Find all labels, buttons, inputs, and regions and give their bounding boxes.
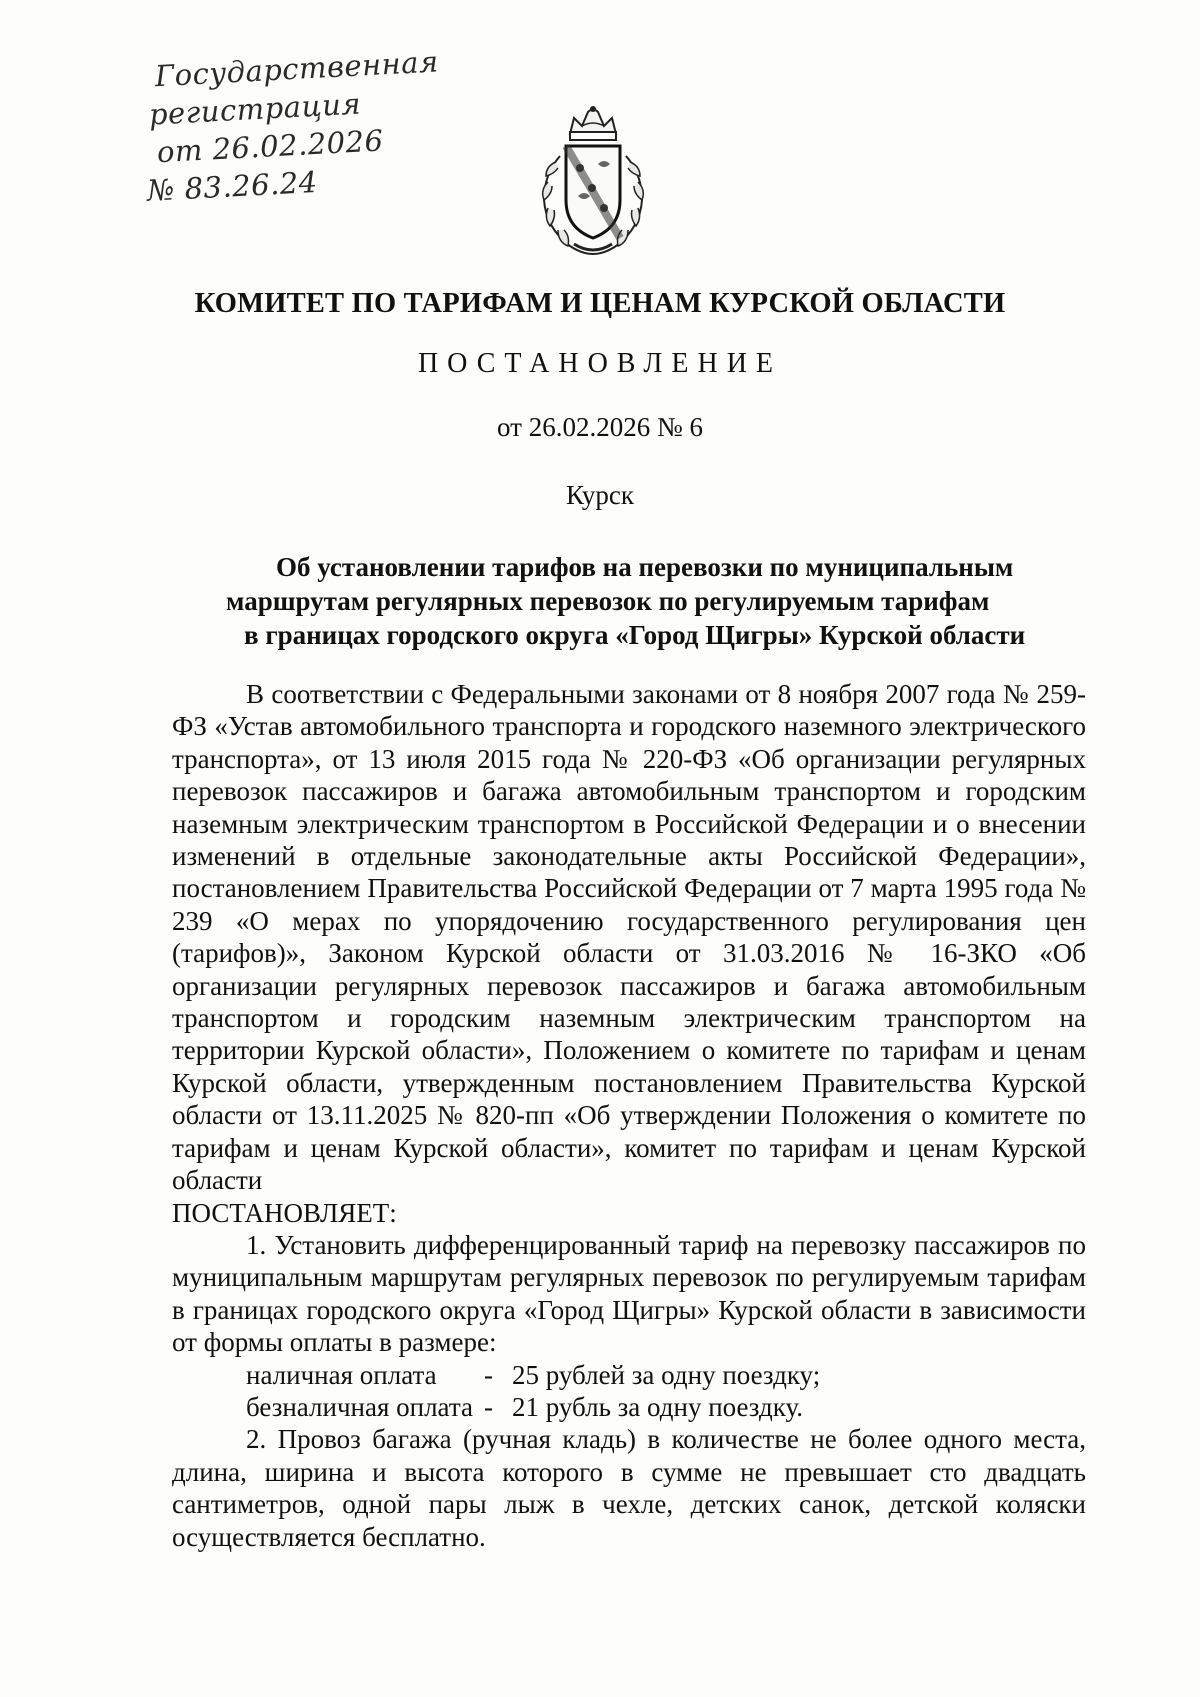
coat-of-arms-icon xyxy=(530,104,656,260)
tariff-value: 21 рубль за одну поездку. xyxy=(512,1391,803,1422)
registration-note-line: № 83.26.24 xyxy=(146,164,319,208)
preamble-text: В соответствии с Федеральными законами от 8 ноября 2007 года № 259-ФЗ «Устав автомобильного транспорта и городского наземного электрического транспорта», от 13 июля 2015 года № 220-ФЗ «Об организации регулярных перевозок пассажиров и багажа автомобильным транспортом и городским наземным электрическим транспортом в Российской Федерации и о внесении изменений в отдельные законодательные акты Российской Федерации», постановлением Правительства Российской Федерации от 7 марта 1995 года № 239 «О мерах по упорядочению государственного регулирования цен (тарифов)», Законом Курской области от 31.03.2016 № 16-ЗКО «Об организации регулярных перевозок пассажиров и багажа автомобильным транспортом и городским наземным электрическим транспортом на территории Курской области», Положением о комитете по тарифам и ценам Курской области, утвержденным постановлением Правительства Курской области от 13.11.2025 № 820-пп «Об утверждении Положения о комитете по тарифам и ценам Курской области», комитет по тарифам и ценам Курской области xyxy=(172,679,1086,1196)
registration-note xyxy=(140,42,448,209)
item-1-paragraph: 1. Установить дифференцированный тариф на перевозку пассажиров по муниципальным маршрутам регулярных перевозок по регулируемым тарифам в границах городского округа «Город Щигры» Курской области в зависимости от формы оплаты в размере: xyxy=(172,1229,1086,1358)
tariff-cashless xyxy=(172,1391,1086,1423)
registration-note-line: Государственная xyxy=(154,44,440,94)
tariff-label: безналичная оплата xyxy=(246,1391,473,1422)
subject-line: Об установлении тарифов на перевозки по муниципальным xyxy=(276,552,1014,582)
registration-note-line: от 26.02.2026 xyxy=(156,123,385,170)
organization-title: КОМИТЕТ ПО ТАРИФАМ И ЦЕНАМ КУРСКОЙ ОБЛАСТИ xyxy=(194,288,1006,319)
tariff-dash: - xyxy=(484,1359,493,1390)
subject-line: в границах городского округа «Город Щигры» Курской области xyxy=(244,620,1026,650)
decree-word: ПОСТАНОВЛЯЕТ: xyxy=(172,1197,397,1228)
subject-line: маршрутам регулярных перевозок по регулируемым тарифам xyxy=(226,586,990,616)
tariff-cash xyxy=(172,1359,1086,1391)
tariff-dash: - xyxy=(484,1391,493,1422)
item-2-paragraph: 2. Провоз багажа (ручная кладь) в количестве не более одного места, длина, ширина и высота которого в сумме не превышает сто двадцать сантиметров, одной пары лыж в чехле, детских санок, детской коляски осуществляется бесплатно. xyxy=(172,1424,1086,1552)
document-body xyxy=(172,678,1086,1553)
tariff-label: наличная оплата xyxy=(246,1359,437,1390)
document-type: ПОСТАНОВЛЕНИЕ xyxy=(417,348,783,379)
document-date-number: от 26.02.2026 № 6 xyxy=(497,412,703,442)
document-subject xyxy=(172,550,1052,652)
registration-note-line: регистрация xyxy=(148,86,362,132)
preamble-paragraph xyxy=(172,678,1086,1229)
document-city: Курск xyxy=(565,480,635,510)
tariff-value: 25 рублей за одну поездку; xyxy=(512,1359,821,1390)
